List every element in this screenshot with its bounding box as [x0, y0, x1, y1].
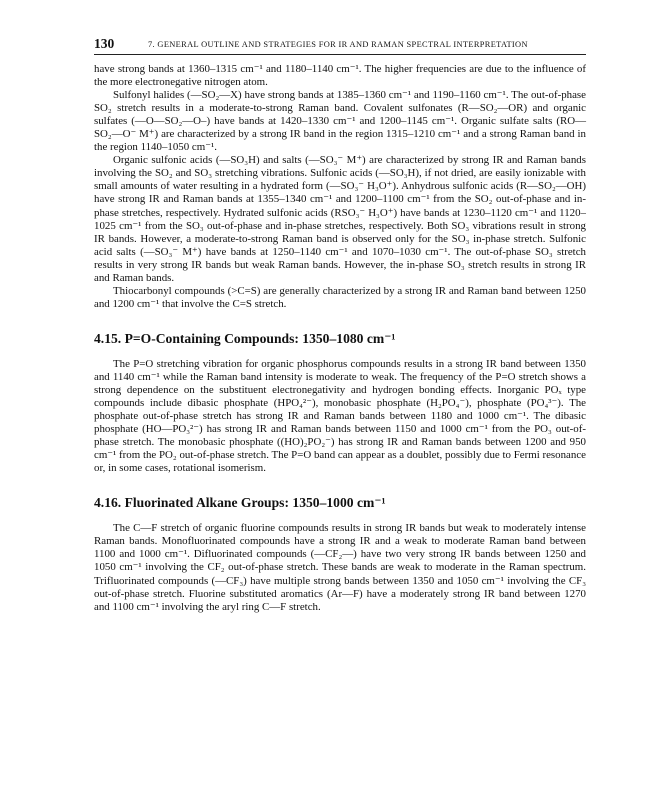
paragraph: Thiocarbonyl compounds (>C=S) are generally characterized by a strong IR and Raman band between 1250 and 1200 cm⁻¹ that involve the C=S stretch.	[94, 284, 586, 310]
section-heading-4-16: 4.16. Fluorinated Alkane Groups: 1350–1000 cm⁻¹	[94, 495, 386, 511]
section-heading-4-15: 4.15. P=O-Containing Compounds: 1350–1080 cm⁻¹	[94, 330, 396, 346]
page-number: 130	[94, 36, 115, 51]
paragraph: have strong bands at 1360–1315 cm⁻¹ and 1180–1140 cm⁻¹. The higher frequencies are due to the influence of the more electronegative nitrogen atom.	[94, 63, 586, 89]
paragraph: The C—F stretch of organic fluorine compounds results in strong IR bands but weak to moderately intense Raman bands. Monofluorinated compounds have a strong IR and a weak to moderate Raman band between 1100 and 1000 cm⁻¹. Difluorinated compounds (—CF₂—) have two very strong IR bands between 1250 and 1050 cm⁻¹ involving the CF₂ out-of-phase stretch. These bands are weak to moderate in the Raman spectrum. Trifluorinated compounds (—CF₃) have multiple strong bands between 1350 and 1050 cm⁻¹ involving the CF₃ out-of-phase stretch. Fluorine substituted aromatics (Ar—F) have a moderately strong IR band between 1270 and 1100 cm⁻¹ involving the aryl ring C—F stretch.	[94, 522, 586, 613]
paragraph: Organic sulfonic acids (—SO₃H) and salts (—SO₃⁻ M⁺) are characterized by strong IR and Raman bands involving the SO₂ and SO₃ stretching vibrations. Sulfonic acids (—SO₃H), if not dried, are easily ionizable with small amounts of water resulting in a hydrated form (—SO₃⁻ H₃O⁺). Anhydrous sulfonic acids (R—SO₂—OH) have strong IR and Raman bands at 1355–1340 cm⁻¹ and 1200–1100 cm⁻¹ from the SO₂ out-of-phase and in-phase stretches, respectively. Hydrated sulfonic acids (RSO₃⁻ H₃O⁺) have bands at 1230–1120 cm⁻¹ and 1120–1025 cm⁻¹ from the SO₃ out-of-phase and in-phase stretches, respectively. Both SO₃ vibrations result in strong IR bands. However, a moderate-to-strong Raman band is observed only for the SO₃ in-phase stretch. Sulfonic acid salts (—SO₃⁻ M⁺) have bands at 1250–1140 cm⁻¹ and 1070–1030 cm⁻¹. The out-of-phase SO₃ stretch results in very strong IR bands but weak Raman bands. However, the in-phase SO₃ stretch results in strong IR and Raman bands.	[94, 154, 586, 284]
running-title: 7. GENERAL OUTLINE AND STRATEGIES FOR IR AND RAMAN SPECTRAL INTERPRETATION	[148, 40, 528, 49]
running-header	[94, 36, 586, 55]
paragraph: The P=O stretching vibration for organic phosphorus compounds results in a strong IR band between 1350 and 1140 cm⁻¹ while the Raman band intensity is moderate to weak. The frequency of the P=O stretch shows a strong dependence on the substituent electronegativity and hydrogen bonding effects. Inorganic POₓ type compounds include dibasic phosphate (HPO₄²⁻), monobasic phosphate (H₂PO₄⁻), phosphate (PO₄³⁻). The phosphate out-of-phase stretch has strong IR and Raman bands between 1180 and 1000 cm⁻¹. The dibasic phosphate (HO—PO₃²⁻) has strong IR and Raman bands between 1150 and 1000 cm⁻¹ from the PO₃ out-of-phase stretch. The monobasic phosphate ((HO)₂PO₂⁻) has strong IR and Raman bands between 1200 and 950 cm⁻¹ from the PO₂ out-of-phase stretch. The P=O band can appear as a doublet, possibly due to Fermi resonance or, in some cases, rotational isomerism.	[94, 357, 586, 475]
body-text	[94, 63, 586, 614]
paragraph: Sulfonyl halides (—SO₂—X) have strong bands at 1385–1360 cm⁻¹ and 1190–1160 cm⁻¹. The out-of-phase SO₂ stretch results in a moderate-to-strong Raman band. Covalent sulfonates (R—SO₂—OR) and organic sulfates (—O—SO₂—O–) have bands at 1420–1330 cm⁻¹ and 1200–1145 cm⁻¹. Organic sulfate salts (RO—SO₂—O⁻ M⁺) are characterized by a strong IR band in the region 1315–1210 cm⁻¹ and a strong Raman band in the region 1140–1050 cm⁻¹.	[94, 89, 586, 154]
